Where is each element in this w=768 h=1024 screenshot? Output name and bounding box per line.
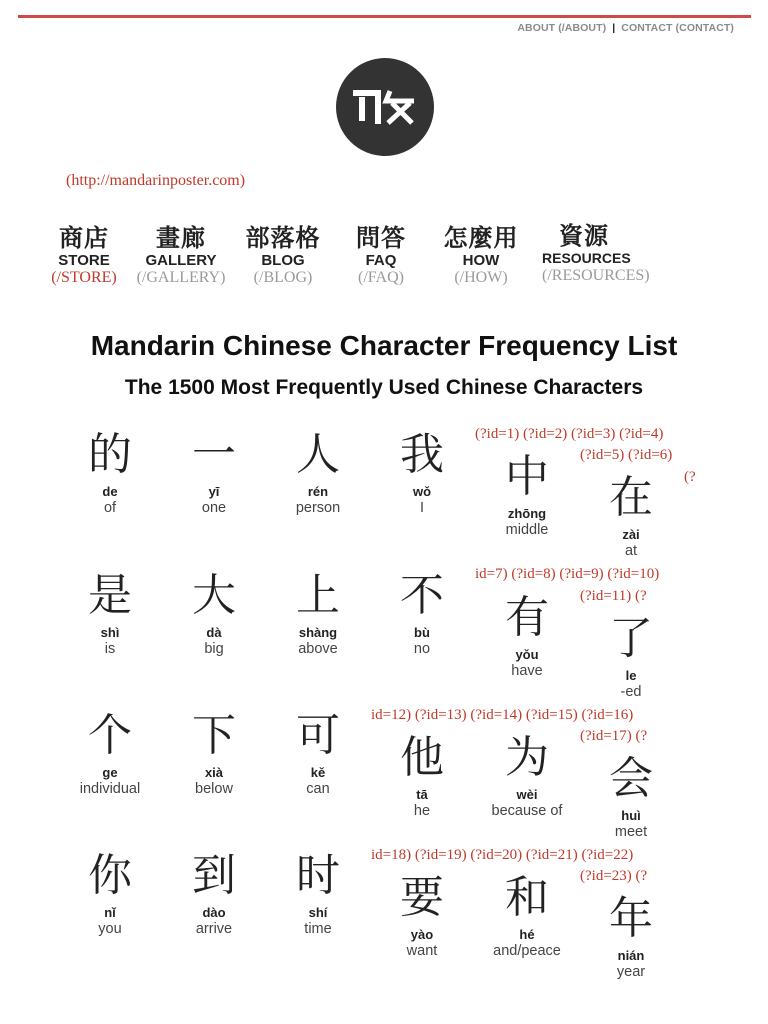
- character-card[interactable]: [159, 569, 269, 658]
- nav-blog-cn: 部落格: [245, 223, 321, 252]
- nav-resources-url[interactable]: (/RESOURCES): [542, 267, 650, 284]
- character-gloss: you: [98, 921, 122, 937]
- id-links-9[interactable]: (?id=23) (?: [580, 868, 648, 884]
- character-gloss: year: [616, 964, 646, 980]
- character-card[interactable]: [367, 731, 477, 820]
- character-gloss: -ed: [620, 684, 642, 700]
- nav-how[interactable]: [421, 224, 541, 287]
- character-card[interactable]: [55, 849, 165, 938]
- character-hanzi: 在: [609, 472, 653, 523]
- character-pinyin: yǒu: [515, 647, 539, 662]
- character-card[interactable]: [159, 849, 269, 938]
- character-card[interactable]: [472, 731, 582, 820]
- character-card[interactable]: [263, 849, 373, 938]
- character-card[interactable]: [472, 591, 582, 680]
- character-hanzi: 大: [192, 570, 236, 621]
- character-hanzi: 你: [88, 850, 132, 901]
- nav-faq-url[interactable]: (/FAQ): [358, 269, 404, 286]
- character-hanzi: 下: [192, 710, 236, 761]
- character-gloss: middle: [505, 522, 549, 538]
- character-card[interactable]: [55, 709, 165, 798]
- character-pinyin: hé: [519, 927, 535, 942]
- character-gloss: big: [204, 641, 224, 657]
- nav-blog-url[interactable]: (/BLOG): [253, 269, 313, 286]
- character-gloss: he: [413, 803, 431, 819]
- character-pinyin: nián: [617, 948, 645, 963]
- nav-gallery-url[interactable]: (/GALLERY): [136, 269, 226, 286]
- character-pinyin: tā: [416, 787, 428, 802]
- about-link[interactable]: ABOUT (/ABOUT): [517, 22, 607, 34]
- character-hanzi: 可: [296, 710, 340, 761]
- character-card[interactable]: [159, 428, 269, 517]
- character-card[interactable]: [576, 471, 686, 560]
- character-hanzi: 到: [192, 850, 236, 901]
- character-pinyin: yào: [410, 927, 434, 942]
- character-gloss: below: [195, 781, 233, 797]
- id-links-1[interactable]: (?id=1) (?id=2) (?id=3) (?id=4): [475, 426, 664, 442]
- character-gloss: one: [201, 500, 227, 516]
- character-card[interactable]: [472, 871, 582, 960]
- nav-how-url[interactable]: (/HOW): [454, 269, 508, 286]
- nav-store-cn: 商店: [59, 223, 109, 252]
- character-pinyin: nǐ: [104, 905, 116, 920]
- character-gloss: individual: [79, 781, 141, 797]
- id-links-8[interactable]: id=18) (?id=19) (?id=20) (?id=21) (?id=22): [371, 847, 634, 863]
- character-hanzi: 会: [609, 753, 653, 804]
- nav-how-cn: 怎麼用: [443, 223, 519, 252]
- character-card[interactable]: [159, 709, 269, 798]
- character-gloss: no: [413, 641, 431, 657]
- character-gloss: above: [298, 641, 338, 657]
- character-card[interactable]: [55, 428, 165, 517]
- character-pinyin: xià: [204, 765, 224, 780]
- character-hanzi: 了: [609, 613, 653, 664]
- character-pinyin: kě: [310, 765, 326, 780]
- nav-gallery-label: GALLERY: [145, 252, 217, 269]
- character-card[interactable]: [576, 612, 686, 701]
- character-gloss: have: [511, 663, 543, 679]
- character-card[interactable]: [367, 871, 477, 960]
- logo-glyph-icon: [350, 87, 420, 127]
- character-gloss: I: [419, 500, 425, 516]
- character-hanzi: 不: [400, 570, 444, 621]
- character-gloss: want: [406, 943, 438, 959]
- character-gloss: meet: [614, 824, 648, 840]
- character-pinyin: de: [102, 484, 118, 499]
- character-card[interactable]: [263, 569, 373, 658]
- character-gloss: arrive: [195, 921, 233, 937]
- nav-blog-label: BLOG: [261, 252, 305, 269]
- character-gloss: because of: [491, 803, 563, 819]
- character-pinyin: ge: [102, 765, 118, 780]
- nav-resources-cn: 資源: [559, 221, 609, 250]
- home-link[interactable]: (http://mandarinposter.com): [66, 172, 246, 189]
- id-links-7[interactable]: (?id=17) (?: [580, 728, 648, 744]
- character-hanzi: 时: [296, 850, 340, 901]
- character-pinyin: zài: [622, 527, 640, 542]
- id-links-4[interactable]: id=7) (?id=8) (?id=9) (?id=10): [475, 566, 660, 582]
- character-hanzi: 年: [609, 893, 653, 944]
- page-title: Mandarin Chinese Character Frequency List: [90, 330, 678, 361]
- id-links-5[interactable]: (?id=11) (?: [580, 588, 647, 604]
- character-gloss: can: [306, 781, 330, 797]
- character-card[interactable]: [472, 450, 582, 539]
- character-hanzi: 我: [400, 429, 444, 480]
- character-hanzi: 和: [505, 872, 549, 923]
- nav-gallery-cn: 畫廊: [156, 223, 206, 252]
- id-links-3[interactable]: (?: [684, 469, 696, 485]
- id-links-6[interactable]: id=12) (?id=13) (?id=14) (?id=15) (?id=16): [371, 707, 634, 723]
- character-pinyin: shàng: [298, 625, 338, 640]
- nav-how-label: HOW: [462, 252, 500, 269]
- character-pinyin: wèi: [516, 787, 538, 802]
- id-links-2[interactable]: (?id=5) (?id=6): [580, 447, 673, 463]
- character-pinyin: shí: [308, 905, 328, 920]
- top-links-separator: |: [612, 22, 616, 34]
- character-pinyin: huì: [621, 808, 641, 823]
- character-pinyin: zhōng: [507, 506, 547, 521]
- page-subtitle: The 1500 Most Frequently Used Chinese Characters: [124, 376, 644, 399]
- site-logo[interactable]: [336, 58, 434, 156]
- character-gloss: time: [304, 921, 332, 937]
- character-pinyin: dà: [206, 625, 222, 640]
- character-pinyin: bù: [414, 625, 430, 640]
- character-card[interactable]: [367, 569, 477, 658]
- character-hanzi: 要: [400, 872, 444, 923]
- character-hanzi: 的: [88, 429, 132, 480]
- top-rule: [18, 15, 751, 18]
- character-hanzi: 个: [88, 710, 132, 761]
- character-gloss: of: [103, 500, 117, 516]
- nav-faq-label: FAQ: [365, 252, 397, 269]
- character-pinyin: rén: [307, 484, 329, 499]
- character-hanzi: 人: [296, 429, 340, 480]
- top-links: [517, 22, 734, 34]
- character-hanzi: 中: [505, 451, 549, 502]
- character-pinyin: wǒ: [412, 484, 432, 499]
- nav-faq-cn: 問答: [356, 223, 406, 252]
- character-gloss: at: [624, 543, 638, 559]
- character-gloss: person: [295, 500, 341, 516]
- character-hanzi: 是: [88, 570, 132, 621]
- character-card[interactable]: [55, 569, 165, 658]
- character-hanzi: 有: [505, 592, 549, 643]
- character-pinyin: shì: [100, 625, 120, 640]
- contact-link[interactable]: CONTACT (CONTACT): [621, 22, 734, 34]
- character-gloss: is: [104, 641, 116, 657]
- nav-resources-label: RESOURCES: [542, 250, 631, 266]
- character-pinyin: le: [625, 668, 637, 683]
- character-card[interactable]: [263, 428, 373, 517]
- character-card[interactable]: [576, 752, 686, 841]
- character-card[interactable]: [263, 709, 373, 798]
- character-card[interactable]: [367, 428, 477, 517]
- nav-store-url[interactable]: (/STORE): [51, 269, 117, 286]
- character-gloss: and/peace: [493, 943, 561, 959]
- character-card[interactable]: [576, 892, 686, 981]
- nav-resources[interactable]: [539, 222, 659, 285]
- character-hanzi: 上: [296, 570, 340, 621]
- character-pinyin: dào: [202, 905, 226, 920]
- character-hanzi: 一: [192, 429, 236, 480]
- character-pinyin: yī: [208, 484, 220, 499]
- nav-store-label: STORE: [58, 252, 110, 269]
- character-hanzi: 为: [505, 732, 549, 783]
- character-hanzi: 他: [400, 732, 444, 783]
